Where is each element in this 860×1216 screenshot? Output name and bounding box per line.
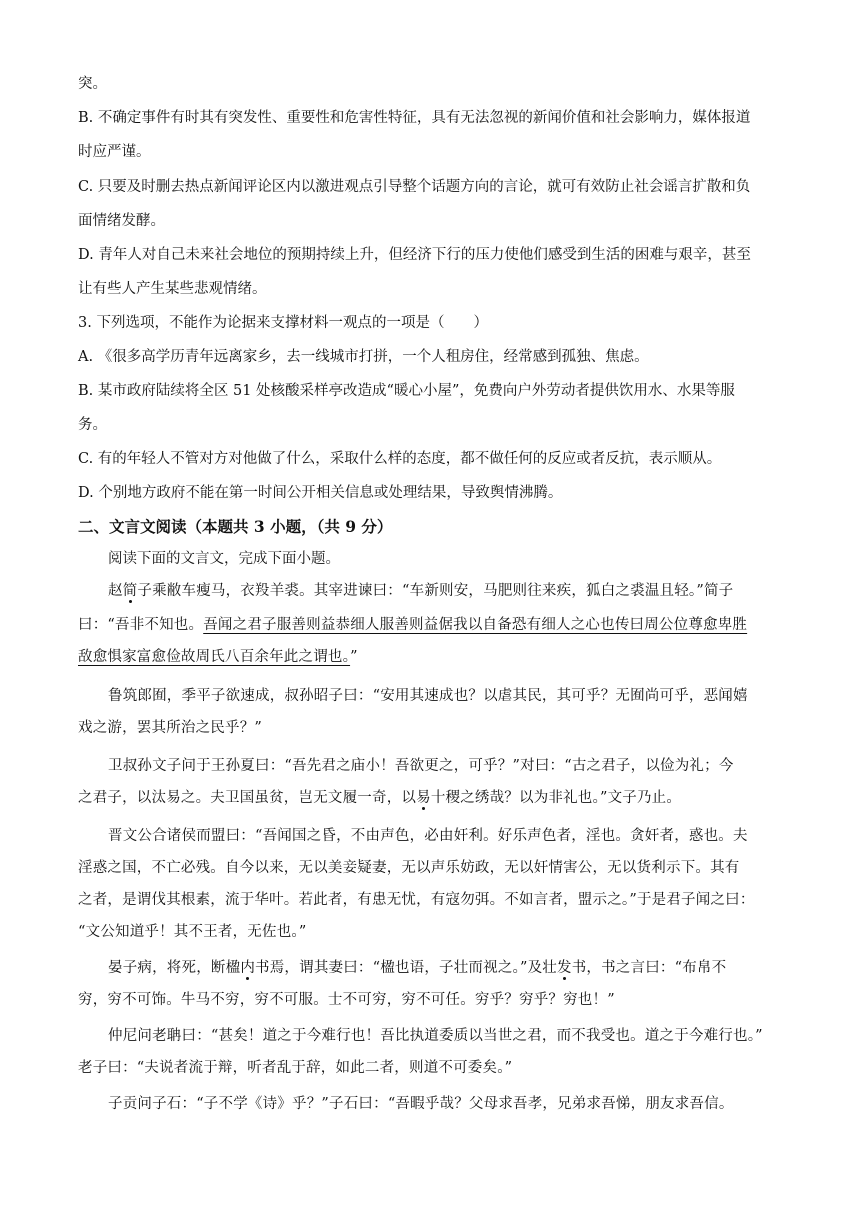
text-span: 曰：“吾非不知也。 [78,617,204,633]
emphasis-char: 简 [122,583,138,599]
text-span: 赵 [108,583,123,599]
passage-2-line1: 鲁筑郎囿，季平子欲速成，叔孙昭子曰：“安用其速成也？以虐其民，其可乎？无囿尚可乎，恶闻嬉 [108,688,748,704]
passage-5-line1 [108,957,784,979]
option-b-line1: B. 不确定事件有时其有突发性、重要性和危害性特征，具有无法忽视的新闻价值和社会影响力，媒体报道 [78,110,751,126]
q3-option-d: D. 个别地方政府不能在第一时间公开相关信息或处理结果，导致舆情沸腾。 [78,485,563,501]
option-d-line1: D. 青年人对自己未来社会地位的预期持续上升，但经济下行的压力使他们感受到生活的困难与艰辛，甚至 [78,247,751,263]
option-d-line2: 让有些人产生某些悲观情绪。 [78,281,267,297]
emphasis-char: 易 [416,790,431,806]
text-span: ” [350,649,358,665]
emphasis-char: 内 [240,960,256,976]
option-c-line1: C. 只要及时删去热点新闻评论区内以激进观点引导整个话题方向的言论，就可有效防止社会谣言扩散和负 [78,179,751,195]
text-span: 子乘敝车瘦马，衣羖羊裘。其宰进谏曰：“车新则安，马肥则往来疾，狐白之裘温且轻。”简子 [137,583,734,599]
option-b-line2: 时应严谨。 [78,144,151,160]
passage-3-line2 [78,787,784,809]
q3-option-b-line1: B. 某市政府陆续将全区 51 处核酸采样亭改造成“暖心小屋”，免费向户外劳动者提供饮用水、水果等服 [78,383,735,399]
passage-6-line2: 老子曰：“夫说者流于辩，听者乱于辞，如此二者，则道不可委矣。” [78,1060,513,1076]
q3-option-b-line2: 务。 [78,417,107,433]
passage-4-line2: 淫惑之国，不亡必残。自今以来，无以美妾疑妻，无以声乐妨政，无以奸情害公，无以货利示下。其有 [78,860,740,876]
underlined-sentence: 吾闻之君子服善则益恭细人服善则益倨我以自备恐有细人之心也传曰周公位尊愈卑胜 [203,617,748,633]
passage-6-line1: 仲尼问老聃曰：“甚矣！道之于今难行也！吾比执道委质以当世之君，而不我受也。道之于今难行也。” [108,1028,763,1044]
underlined-sentence: 敌愈惧家富愈俭故周氏八百余年此之谓也。 [78,649,351,665]
passage-4-line1: 晋文公合诸侯而盟曰：“吾闻国之昏，不由声色，必由奸利。好乐声色者，淫也。贪奸者，惑也。夫 [108,828,748,844]
q3-option-c: C. 有的年轻人不管对方对他做了什么，采取什么样的态度，都不做任何的反应或者反抗，表示顺从。 [78,451,722,467]
passage-1-line3 [78,646,784,668]
text-span: 十稷之绣哉？以为非礼也。”文子乃止。 [430,790,682,806]
q3-option-a: A. 《很多高学历青年远离家乡，去一线城市打拼，一个人租房住，经常感到孤独、焦虑。 [78,349,649,365]
passage-5-line2: 穷，穷不可饰。牛马不穷，穷不可服。士不可穷，穷不可任。穷乎？穷乎？穷也！” [78,992,615,1008]
section-instruction: 阅读下面的文言文，完成下面小题。 [108,551,340,567]
text-span: 之君子，以汰易之。夫卫国虽贫，岂无文履一奇，以 [78,790,417,806]
passage-7-line1: 子贡问子石：“子不学《诗》乎？”子石曰：“吾暇乎哉？父母求吾孝，兄弟求吾悌，朋友求吾信。 [108,1096,734,1112]
passage-2-line2: 戏之游，罢其所治之民乎？” [78,720,263,736]
section-heading: 二、文言文阅读（本题共 3 小题，（共 9 分） [78,517,393,536]
passage-4-line3: 之者，是谓伐其根素，流于华叶。若此者，有患无忧，有寇勿弭。不如言者，盟示之。”于是君子闻之曰： [78,892,755,908]
passage-4-line4: “文公知道乎！其不王者，无佐也。” [78,924,307,940]
text-span: 书，书之言曰：“布帛不 [571,960,727,976]
option-c-line2: 面情绪发酵。 [78,213,165,229]
text-span: 书焉，谓其妻曰：“楹也语，子壮而视之。”及壮 [255,960,557,976]
passage-1-line2 [78,614,784,636]
question-3: 3. 下列选项，不能作为论据来支撑材料一观点的一项是（ ） [78,315,488,331]
passage-3-line1: 卫叔孙文子问于王孙夏曰：“吾先君之庙小！吾欲更之，可乎？”对曰：“古之君子，以俭为礼；今 [108,758,734,774]
text-line: 突。 [78,76,107,92]
emphasis-char: 发 [557,960,572,976]
passage-1-line1 [108,580,784,602]
text-span: 晏子病，将死，断楹 [108,960,241,976]
